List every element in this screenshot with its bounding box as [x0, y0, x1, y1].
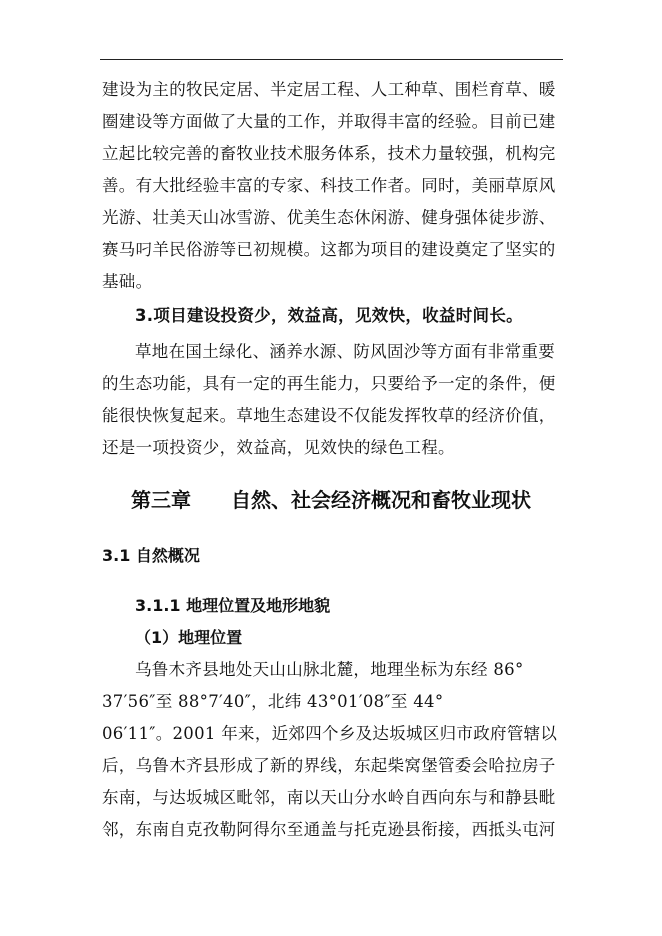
text-line: 基础。 [102, 272, 153, 291]
text-line: 草地在国土绿化、涵养水源、防风固沙等方面有非常重要 [135, 342, 555, 361]
chapter-title: 第三章 自然、社会经济概况和畜牧业现状 [131, 488, 531, 512]
header-rule [100, 59, 563, 60]
text-line: 赛马叼羊民俗游等已初规模。这都为项目的建设奠定了坚实的 [102, 240, 556, 259]
text-line: 善。有大批经验丰富的专家、科技工作者。同时，美丽草原风 [102, 176, 556, 195]
text-line: 06′11″。2001 年来，近郊四个乡及达坂城区归市政府管辖以 [102, 724, 558, 743]
text-line: 圈建设等方面做了大量的工作，并取得丰富的经验。目前已建 [102, 112, 556, 131]
text-line: 37′56″至 88°7′40″，北纬 43°01′08″至 44° [102, 692, 444, 711]
text-line: 乌鲁木齐县地处天山山脉北麓，地理坐标为东经 86° [135, 660, 524, 679]
point-3-heading: 3.项目建设投资少，效益高，见效快，收益时间长。 [135, 306, 523, 325]
text-line: 光游、壮美天山冰雪游、优美生态休闲游、健身强体徒步游、 [102, 208, 556, 227]
item-heading: （1）地理位置 [135, 628, 243, 647]
text-line: 立起比较完善的畜牧业技术服务体系，技术力量较强，机构完 [102, 144, 556, 163]
text-line: 还是一项投资少，效益高，见效快的绿色工程。 [102, 438, 455, 457]
text-line: 后，乌鲁木齐县形成了新的界线，东起柴窝堡管委会哈拉房子 [102, 756, 556, 775]
subsection-heading: 3.1.1 地理位置及地形地貌 [135, 596, 331, 615]
text-line: 能很快恢复起来。草地生态建设不仅能发挥牧草的经济价值， [102, 406, 556, 425]
text-line: 的生态功能，具有一定的再生能力，只要给予一定的条件，便 [102, 374, 556, 393]
text-line: 邻，东南自克孜勒阿得尔至通盖与托克逊县衔接，西抵头屯河 [102, 820, 556, 839]
section-heading: 3.1 自然概况 [102, 546, 200, 565]
text-line: 建设为主的牧民定居、半定居工程、人工种草、围栏育草、暖 [102, 80, 556, 99]
text-line: 东南，与达坂城区毗邻，南以天山分水岭自西向东与和静县毗 [102, 788, 556, 807]
